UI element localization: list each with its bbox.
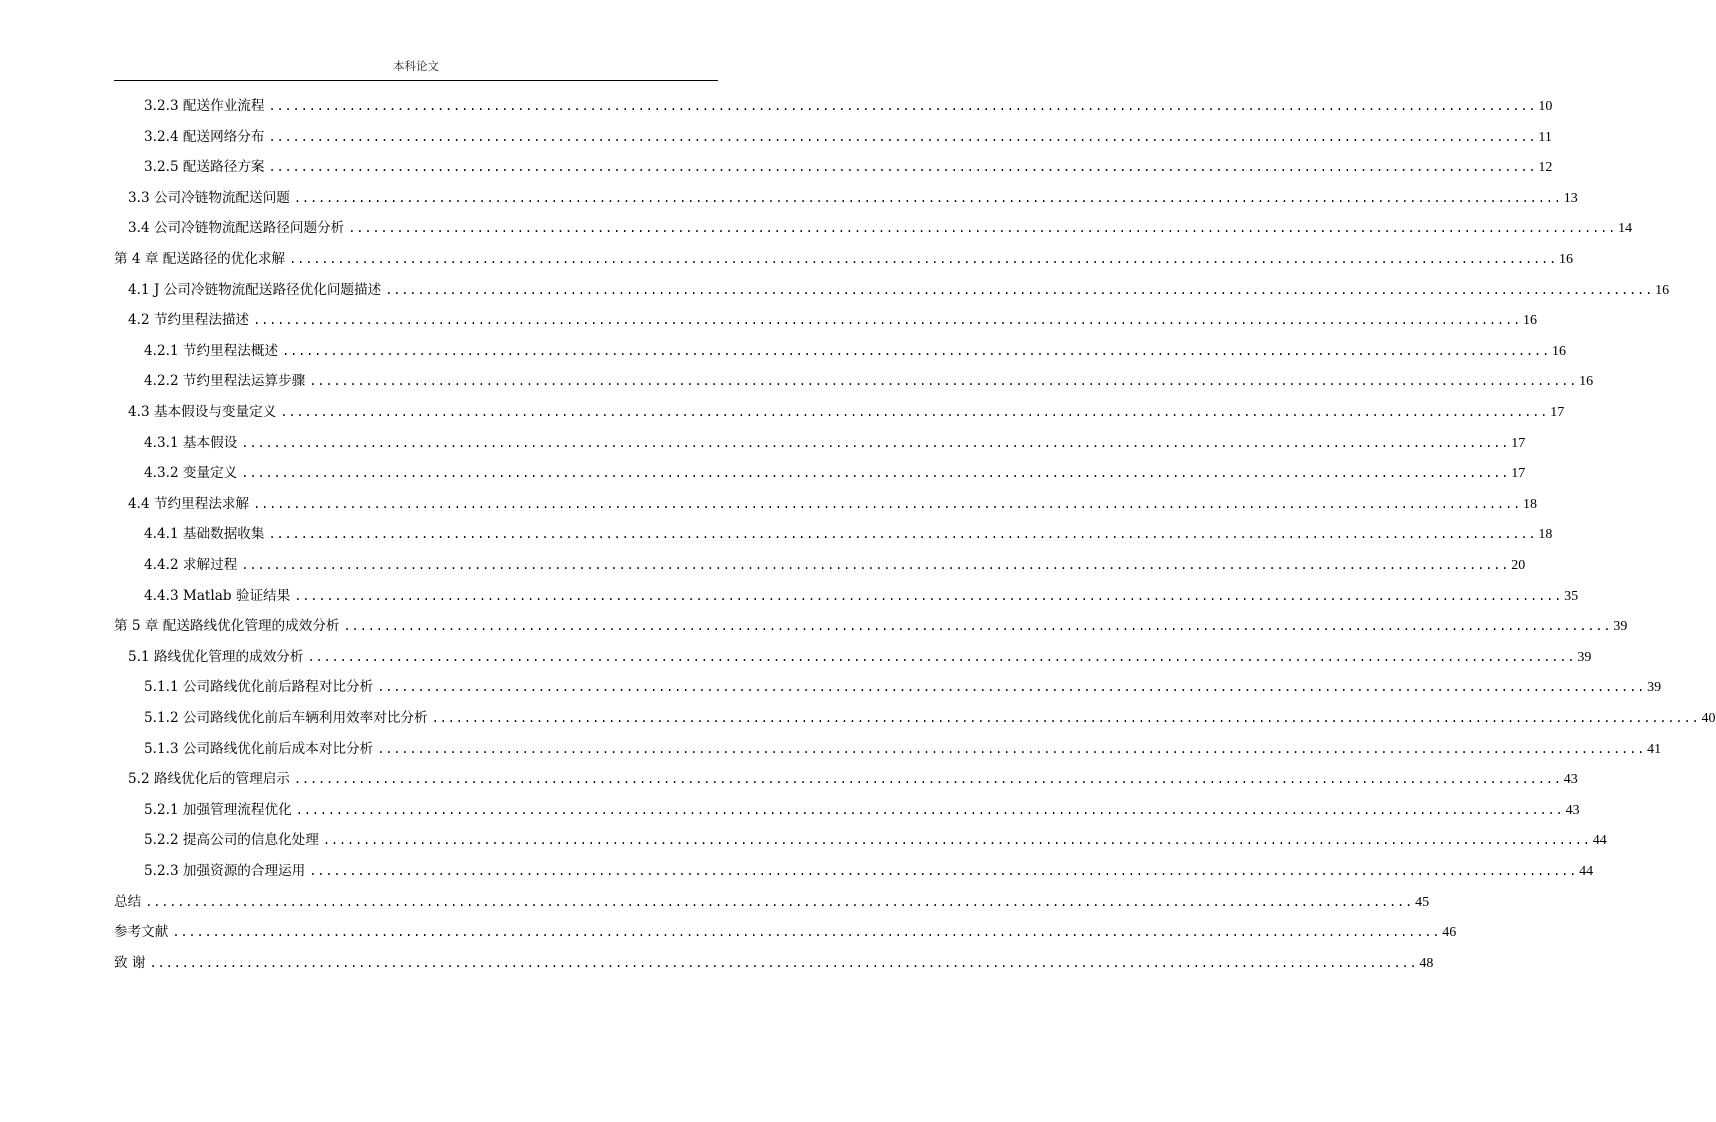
toc-entry-title: 参考文献	[114, 924, 169, 941]
toc-dot-leader: ..............................................................................................................................................................	[431, 711, 1700, 725]
toc-dot-leader: ..............................................................................................................................................................	[307, 649, 1576, 664]
toc-entry-title: 4.2.2 节约里程法运算步骤	[144, 373, 306, 390]
toc-entry-title: 4.4.1 基础数据收集	[144, 526, 265, 543]
toc-entry-title: 4.2.1 节约里程法概述	[144, 342, 279, 359]
toc-dot-leader: ..............................................................................................................................................................	[241, 558, 1510, 572]
toc-entry-page-number: 16	[1655, 282, 1670, 298]
toc-dot-leader: ..............................................................................................................................................................	[377, 741, 1646, 756]
toc-entry-page-number: 16	[1579, 374, 1594, 390]
toc-entry[interactable]	[128, 769, 1578, 789]
toc-entry-page-number: 17	[1511, 435, 1526, 451]
toc-entry[interactable]	[144, 800, 1580, 820]
toc-entry-title: 4.4 节约里程法求解	[128, 495, 250, 512]
toc-entry-title: 5.1 路线优化管理的成效分析	[128, 648, 304, 665]
toc-entry-page-number: 16	[1551, 343, 1566, 359]
toc-entry-page-number: 16	[1523, 313, 1537, 329]
toc-dot-leader: ..............................................................................................................................................................	[295, 802, 1564, 817]
toc-dot-leader: ..............................................................................................................................................................	[348, 221, 1617, 236]
toc-entry-title: 5.2.1 加强管理流程优化	[144, 801, 292, 818]
toc-entry-title: 5.2.2 提高公司的信息化处理	[144, 832, 319, 849]
toc-entry-page-number: 39	[1613, 619, 1628, 635]
toc-dot-leader: ..............................................................................................................................................................	[241, 466, 1510, 481]
toc-entry[interactable]	[144, 861, 1594, 881]
toc-entry-title: 第 4 章 配送路径的优化求解	[114, 251, 286, 267]
toc-entry-page-number: 14	[1618, 221, 1633, 237]
toc-entry-title: 致 谢	[114, 954, 146, 971]
toc-entry-page-number: 11	[1538, 129, 1552, 145]
toc-entry-title: 4.4.2 求解过程	[144, 557, 238, 573]
toc-entry[interactable]	[144, 677, 1662, 697]
header-rule	[114, 80, 718, 81]
toc-dot-leader: ..............................................................................................................................................................	[149, 955, 1418, 970]
toc-entry-title: 5.1.2 公司路线优化前后车辆利用效率对比分析	[144, 710, 428, 726]
toc-entry[interactable]	[144, 341, 1566, 361]
toc-entry-page-number: 17	[1511, 466, 1526, 482]
toc-entry-page-number: 46	[1442, 925, 1457, 941]
toc-entry-page-number: 48	[1419, 955, 1434, 971]
toc-entry[interactable]	[128, 218, 1633, 238]
toc-dot-leader: ..............................................................................................................................................................	[253, 313, 1521, 328]
toc-entry-title: 3.2.4 配送网络分布	[144, 128, 265, 145]
toc-entry[interactable]	[114, 616, 1628, 636]
toc-entry[interactable]	[128, 494, 1537, 514]
toc-entry-title: 3.2.5 配送路径方案	[144, 159, 265, 176]
toc-entry[interactable]	[128, 188, 1578, 208]
toc-entry-page-number: 43	[1565, 802, 1580, 818]
toc-entry-title: 4.1 J 公司冷链物流配送路径优化问题描述	[128, 281, 382, 298]
toc-entry[interactable]	[144, 371, 1594, 391]
toc-entry[interactable]	[144, 96, 1553, 116]
toc-entry-title: 4.2 节约里程法描述	[128, 312, 250, 329]
toc-dot-leader: ..............................................................................................................................................................	[309, 374, 1578, 389]
toc-entry-title: 5.2 路线优化后的管理启示	[128, 771, 290, 788]
toc-entry-page-number: 16	[1559, 252, 1574, 267]
toc-entry[interactable]	[114, 892, 1430, 912]
toc-entry[interactable]	[128, 647, 1592, 667]
toc-entry-page-number: 44	[1592, 833, 1607, 849]
toc-dot-leader: ..............................................................................................................................................................	[268, 129, 1537, 144]
toc-entry-page-number: 35	[1564, 588, 1579, 604]
toc-entry-title: 4.3 基本假设与变量定义	[128, 404, 277, 420]
toc-entry[interactable]	[114, 953, 1434, 973]
toc-entry-page-number: 41	[1647, 741, 1662, 757]
toc-dot-leader: ..............................................................................................................................................................	[289, 252, 1558, 266]
toc-entry[interactable]	[144, 127, 1552, 147]
toc-entry-title: 3.3 公司冷链物流配送问题	[128, 189, 290, 206]
toc-entry[interactable]	[114, 249, 1574, 269]
toc-dot-leader: ..............................................................................................................................................................	[268, 99, 1537, 113]
page-header: 本科论文	[393, 59, 439, 73]
toc-entry[interactable]	[144, 524, 1553, 544]
toc-dot-leader: ..............................................................................................................................................................	[268, 527, 1537, 542]
toc-entry[interactable]	[144, 830, 1607, 850]
toc-entry-title: 5.2.3 加强资源的合理运用	[144, 863, 306, 879]
toc-dot-leader: ..............................................................................................................................................................	[268, 160, 1537, 175]
toc-dot-leader: ..............................................................................................................................................................	[294, 588, 1563, 603]
toc-entry-page-number: 18	[1538, 527, 1553, 543]
toc-entry[interactable]	[128, 310, 1537, 330]
toc-entry[interactable]	[114, 922, 1457, 942]
toc-entry-title: 3.4 公司冷链物流配送路径问题分析	[128, 220, 345, 237]
toc-entry-title: 4.4.3 Matlab 验证结果	[144, 587, 291, 604]
toc-entry-page-number: 45	[1415, 894, 1430, 910]
toc-entry-page-number: 40	[1701, 711, 1716, 726]
toc-entry[interactable]	[144, 555, 1526, 575]
toc-entry-page-number: 13	[1563, 190, 1578, 206]
toc-dot-leader: ..............................................................................................................................................................	[385, 282, 1654, 297]
toc-dot-leader: ..............................................................................................................................................................	[293, 190, 1562, 205]
toc-entry[interactable]	[144, 157, 1553, 177]
toc-entry-title: 4.3.2 变量定义	[144, 465, 238, 482]
toc-entry-page-number: 20	[1511, 558, 1526, 573]
toc-dot-leader: ..............................................................................................................................................................	[309, 864, 1578, 878]
toc-entry-page-number: 39	[1577, 649, 1592, 665]
toc-dot-leader: ..............................................................................................................................................................	[145, 894, 1414, 909]
toc-dot-leader: ..............................................................................................................................................................	[282, 343, 1550, 358]
toc-entry[interactable]	[144, 586, 1579, 606]
toc-dot-leader: ..............................................................................................................................................................	[172, 925, 1441, 940]
toc-entry[interactable]	[128, 402, 1565, 422]
toc-entry[interactable]	[144, 739, 1662, 759]
toc-entry-page-number: 39	[1647, 680, 1662, 696]
toc-entry-page-number: 12	[1538, 160, 1553, 176]
toc-dot-leader: ..............................................................................................................................................................	[253, 496, 1521, 511]
toc-entry-title: 总结	[114, 893, 142, 910]
toc-dot-leader: ..............................................................................................................................................................	[377, 680, 1646, 695]
toc-entry[interactable]	[144, 433, 1526, 453]
toc-entry-title: 4.3.1 基本假设	[144, 434, 238, 451]
toc-entry-page-number: 18	[1523, 496, 1537, 512]
toc-entry-title: 5.1.3 公司路线优化前后成本对比分析	[144, 740, 374, 757]
toc-dot-leader: ..............................................................................................................................................................	[322, 833, 1591, 848]
toc-dot-leader: ..............................................................................................................................................................	[293, 772, 1562, 787]
toc-entry-title: 3.2.3 配送作业流程	[144, 98, 265, 114]
toc-entry[interactable]	[144, 708, 1716, 728]
toc-entry-page-number: 43	[1563, 772, 1578, 788]
toc-entry-title: 5.1.1 公司路线优化前后路程对比分析	[144, 679, 374, 696]
toc-entry-page-number: 17	[1550, 405, 1565, 420]
toc-entry-page-number: 44	[1579, 864, 1594, 879]
toc-dot-leader: ..............................................................................................................................................................	[280, 405, 1549, 419]
toc-dot-leader: ..............................................................................................................................................................	[343, 619, 1612, 634]
toc-dot-leader: ..............................................................................................................................................................	[241, 435, 1510, 450]
toc-entry[interactable]	[128, 280, 1670, 300]
toc-entry-title: 第 5 章 配送路线优化管理的成效分析	[114, 618, 340, 635]
toc-entry[interactable]	[144, 463, 1526, 483]
toc-entry-page-number: 10	[1538, 99, 1553, 114]
